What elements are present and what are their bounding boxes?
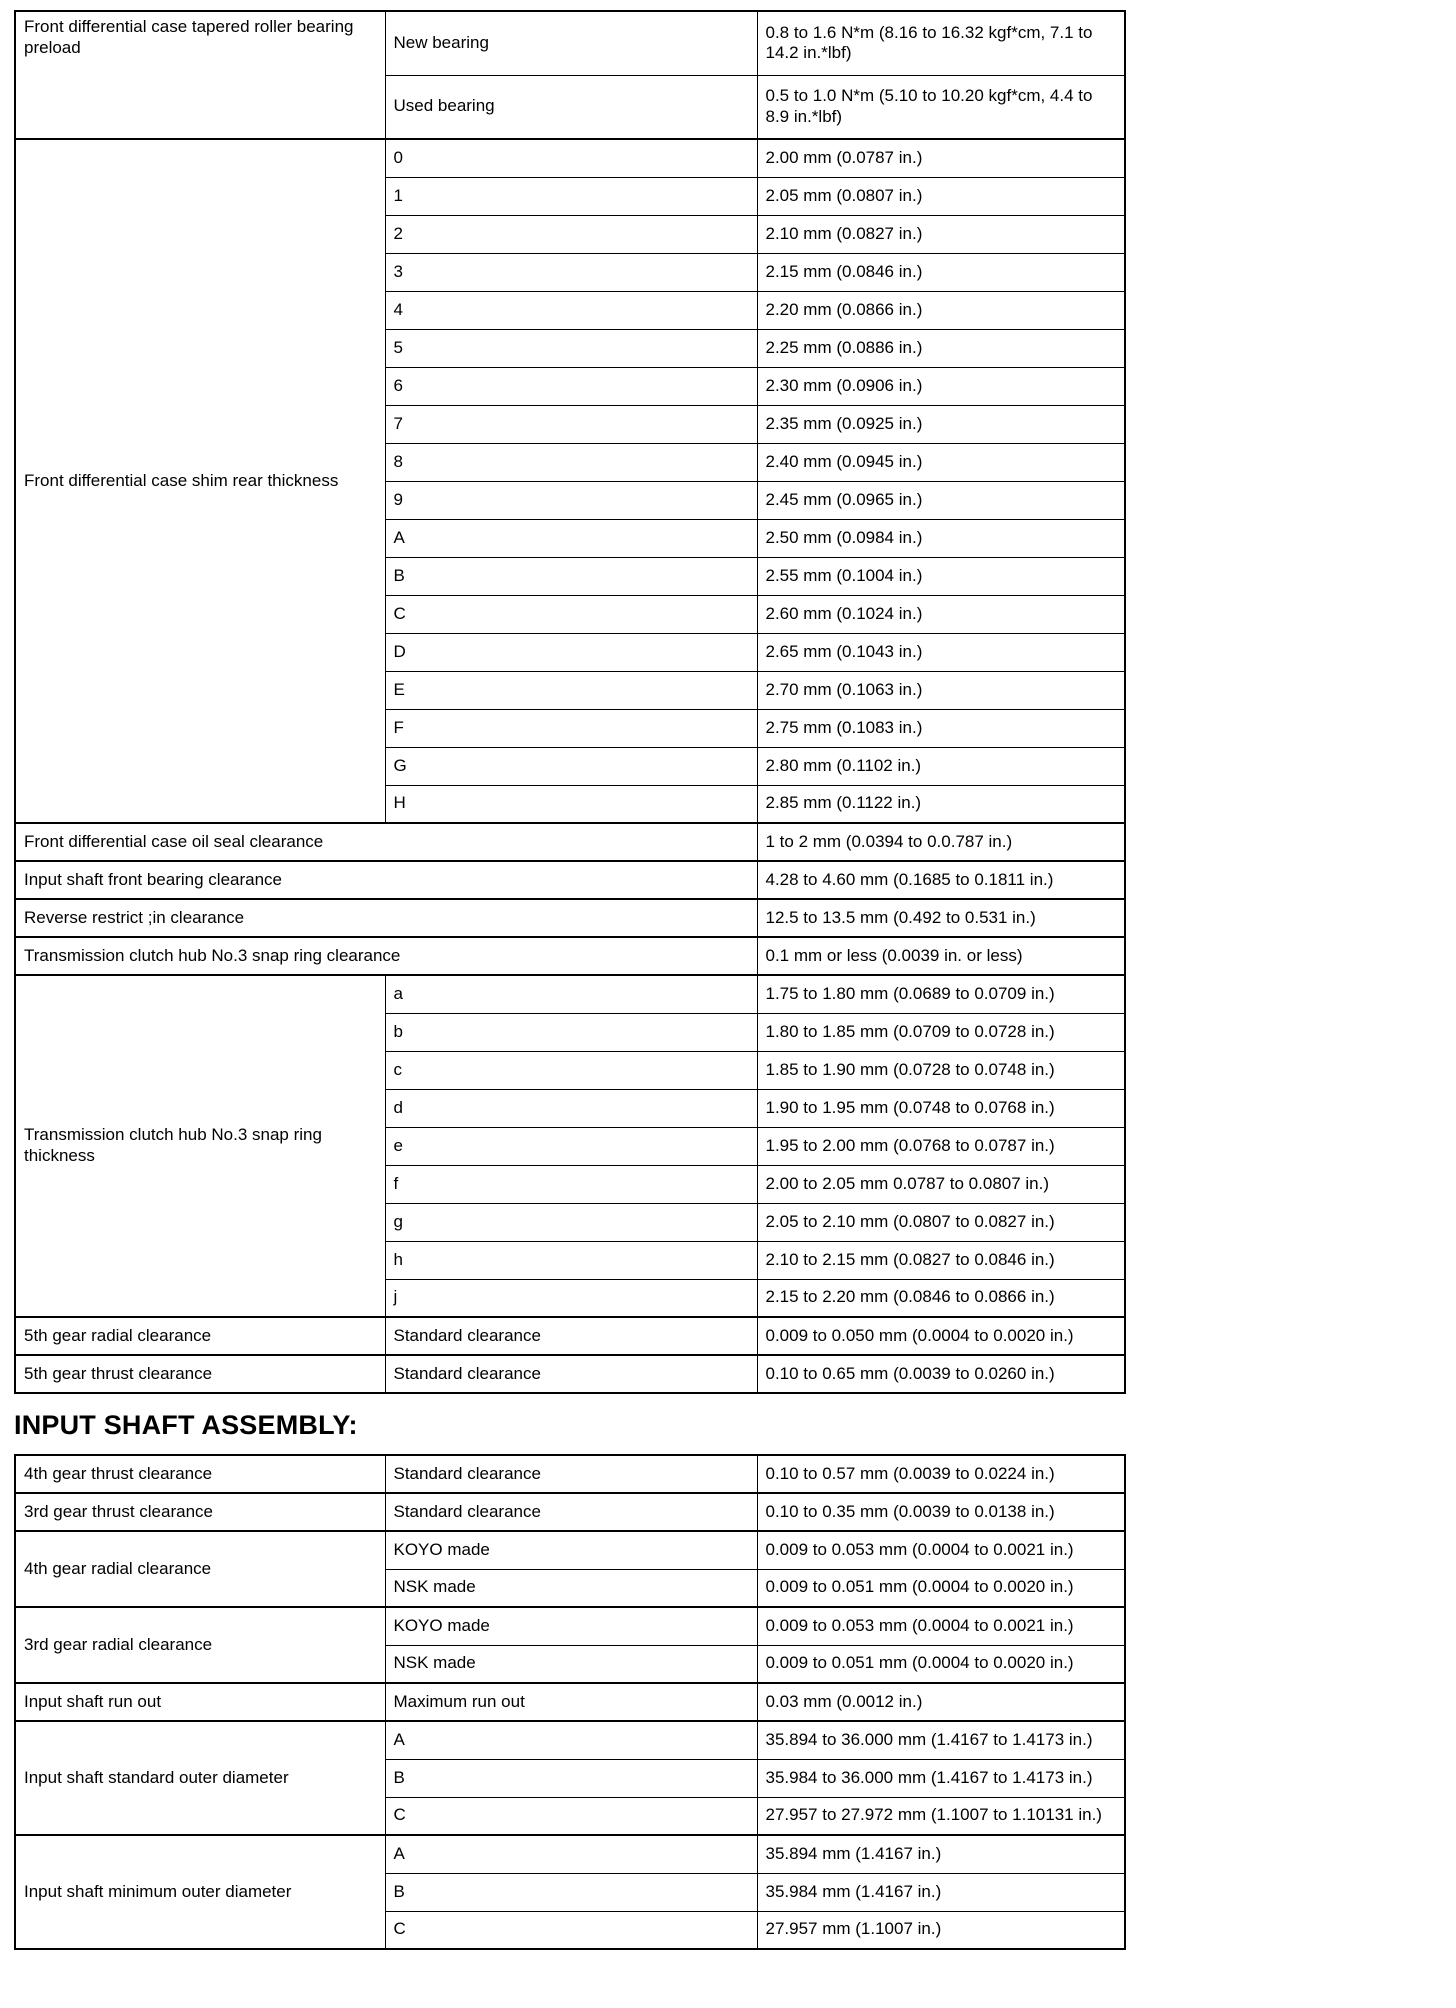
spec-value: 0.009 to 0.050 mm (0.0004 to 0.0020 in.) xyxy=(757,1317,1125,1355)
spec-variant-label: H xyxy=(385,785,757,823)
spec-item-label: 5th gear thrust clearance xyxy=(15,1355,385,1393)
spec-variant-label: NSK made xyxy=(385,1645,757,1683)
spec-table-input-shaft-body xyxy=(15,1455,1125,1949)
spec-variant-label: 3 xyxy=(385,253,757,291)
spec-value: 1.75 to 1.80 mm (0.0689 to 0.0709 in.) xyxy=(757,975,1125,1013)
spec-row xyxy=(15,861,1125,899)
spec-variant-label: Standard clearance xyxy=(385,1455,757,1493)
spec-row xyxy=(15,1531,1125,1569)
spec-item-label: Input shaft minimum outer diameter xyxy=(15,1835,385,1949)
spec-value: 2.40 mm (0.0945 in.) xyxy=(757,443,1125,481)
spec-value: 0.10 to 0.35 mm (0.0039 to 0.0138 in.) xyxy=(757,1493,1125,1531)
spec-value: 27.957 to 27.972 mm (1.1007 to 1.10131 in.) xyxy=(757,1797,1125,1835)
spec-value: 2.00 to 2.05 mm 0.0787 to 0.0807 in.) xyxy=(757,1165,1125,1203)
spec-value: 2.15 mm (0.0846 in.) xyxy=(757,253,1125,291)
spec-row xyxy=(15,1455,1125,1493)
spec-variant-label: 0 xyxy=(385,139,757,177)
spec-row xyxy=(15,1607,1125,1645)
spec-value: 2.10 mm (0.0827 in.) xyxy=(757,215,1125,253)
spec-value: 2.10 to 2.15 mm (0.0827 to 0.0846 in.) xyxy=(757,1241,1125,1279)
spec-row xyxy=(15,823,1125,861)
spec-value: 1 to 2 mm (0.0394 to 0.0.787 in.) xyxy=(757,823,1125,861)
spec-variant-label: KOYO made xyxy=(385,1607,757,1645)
spec-row xyxy=(15,1683,1125,1721)
spec-variant-label: Maximum run out xyxy=(385,1683,757,1721)
spec-row xyxy=(15,1721,1125,1759)
spec-item-label: Front differential case tapered roller bearing preload xyxy=(15,11,385,139)
spec-variant-label: Used bearing xyxy=(385,75,757,139)
spec-value: 2.35 mm (0.0925 in.) xyxy=(757,405,1125,443)
spec-row xyxy=(15,11,1125,75)
spec-value: 0.10 to 0.65 mm (0.0039 to 0.0260 in.) xyxy=(757,1355,1125,1393)
spec-value: 2.15 to 2.20 mm (0.0846 to 0.0866 in.) xyxy=(757,1279,1125,1317)
spec-variant-label: B xyxy=(385,1759,757,1797)
spec-value: 2.65 mm (0.1043 in.) xyxy=(757,633,1125,671)
spec-value: 1.85 to 1.90 mm (0.0728 to 0.0748 in.) xyxy=(757,1051,1125,1089)
spec-value: 35.894 to 36.000 mm (1.4167 to 1.4173 in.) xyxy=(757,1721,1125,1759)
spec-value: 0.009 to 0.051 mm (0.0004 to 0.0020 in.) xyxy=(757,1645,1125,1683)
spec-variant-label: e xyxy=(385,1127,757,1165)
spec-variant-label: a xyxy=(385,975,757,1013)
spec-variant-label: h xyxy=(385,1241,757,1279)
spec-value: 0.8 to 1.6 N*m (8.16 to 16.32 kgf*cm, 7.1 to 14.2 in.*lbf) xyxy=(757,11,1125,75)
spec-row xyxy=(15,1493,1125,1531)
spec-variant-label: C xyxy=(385,1911,757,1949)
spec-value: 2.00 mm (0.0787 in.) xyxy=(757,139,1125,177)
spec-variant-label: 7 xyxy=(385,405,757,443)
spec-table-differential-body xyxy=(15,11,1125,1393)
spec-value: 35.984 to 36.000 mm (1.4167 to 1.4173 in.) xyxy=(757,1759,1125,1797)
spec-variant-label: c xyxy=(385,1051,757,1089)
spec-variant-label: F xyxy=(385,709,757,747)
spec-variant-label: B xyxy=(385,557,757,595)
spec-value: 2.30 mm (0.0906 in.) xyxy=(757,367,1125,405)
spec-row xyxy=(15,1355,1125,1393)
spec-item-label: 4th gear radial clearance xyxy=(15,1531,385,1607)
spec-value: 0.009 to 0.053 mm (0.0004 to 0.0021 in.) xyxy=(757,1531,1125,1569)
spec-variant-label: g xyxy=(385,1203,757,1241)
spec-item-label: 5th gear radial clearance xyxy=(15,1317,385,1355)
spec-variant-label: New bearing xyxy=(385,11,757,75)
spec-value: 35.894 mm (1.4167 in.) xyxy=(757,1835,1125,1873)
spec-value: 0.1 mm or less (0.0039 in. or less) xyxy=(757,937,1125,975)
spec-value: 0.009 to 0.051 mm (0.0004 to 0.0020 in.) xyxy=(757,1569,1125,1607)
spec-item-label: 3rd gear thrust clearance xyxy=(15,1493,385,1531)
spec-value: 27.957 mm (1.1007 in.) xyxy=(757,1911,1125,1949)
spec-variant-label: 1 xyxy=(385,177,757,215)
spec-row xyxy=(15,1317,1125,1355)
spec-value: 2.50 mm (0.0984 in.) xyxy=(757,519,1125,557)
spec-variant-label: D xyxy=(385,633,757,671)
spec-variant-label: A xyxy=(385,519,757,557)
spec-item-label: Input shaft standard outer diameter xyxy=(15,1721,385,1835)
spec-variant-label: G xyxy=(385,747,757,785)
spec-variant-label: j xyxy=(385,1279,757,1317)
spec-variant-label: B xyxy=(385,1873,757,1911)
spec-variant-label: 6 xyxy=(385,367,757,405)
spec-variant-label: KOYO made xyxy=(385,1531,757,1569)
spec-variant-label: 4 xyxy=(385,291,757,329)
spec-variant-label: 8 xyxy=(385,443,757,481)
spec-item-label: Reverse restrict ;in clearance xyxy=(15,899,757,937)
spec-item-label: Front differential case shim rear thickness xyxy=(15,139,385,823)
spec-value: 0.03 mm (0.0012 in.) xyxy=(757,1683,1125,1721)
spec-value: 12.5 to 13.5 mm (0.492 to 0.531 in.) xyxy=(757,899,1125,937)
spec-row xyxy=(15,975,1125,1013)
spec-value: 0.10 to 0.57 mm (0.0039 to 0.0224 in.) xyxy=(757,1455,1125,1493)
spec-item-label: Transmission clutch hub No.3 snap ring thickness xyxy=(15,975,385,1317)
spec-value: 2.60 mm (0.1024 in.) xyxy=(757,595,1125,633)
spec-value: 2.85 mm (0.1122 in.) xyxy=(757,785,1125,823)
spec-value: 1.80 to 1.85 mm (0.0709 to 0.0728 in.) xyxy=(757,1013,1125,1051)
spec-variant-label: C xyxy=(385,595,757,633)
spec-value: 2.70 mm (0.1063 in.) xyxy=(757,671,1125,709)
spec-variant-label: d xyxy=(385,1089,757,1127)
spec-item-label: Input shaft run out xyxy=(15,1683,385,1721)
spec-variant-label: f xyxy=(385,1165,757,1203)
spec-value: 35.984 mm (1.4167 in.) xyxy=(757,1873,1125,1911)
spec-value: 2.25 mm (0.0886 in.) xyxy=(757,329,1125,367)
spec-variant-label: 5 xyxy=(385,329,757,367)
spec-value: 0.009 to 0.053 mm (0.0004 to 0.0021 in.) xyxy=(757,1607,1125,1645)
spec-variant-label: Standard clearance xyxy=(385,1355,757,1393)
spec-value: 4.28 to 4.60 mm (0.1685 to 0.1811 in.) xyxy=(757,861,1125,899)
spec-value: 1.90 to 1.95 mm (0.0748 to 0.0768 in.) xyxy=(757,1089,1125,1127)
spec-item-label: 4th gear thrust clearance xyxy=(15,1455,385,1493)
spec-variant-label: C xyxy=(385,1797,757,1835)
spec-row xyxy=(15,937,1125,975)
spec-value: 0.5 to 1.0 N*m (5.10 to 10.20 kgf*cm, 4.4 to 8.9 in.*lbf) xyxy=(757,75,1125,139)
spec-item-label: 3rd gear radial clearance xyxy=(15,1607,385,1683)
spec-value: 2.05 to 2.10 mm (0.0807 to 0.0827 in.) xyxy=(757,1203,1125,1241)
spec-value: 2.20 mm (0.0866 in.) xyxy=(757,291,1125,329)
input-shaft-assembly-heading: INPUT SHAFT ASSEMBLY: xyxy=(14,1410,358,1440)
spec-variant-label: E xyxy=(385,671,757,709)
spec-variant-label: Standard clearance xyxy=(385,1493,757,1531)
spec-variant-label: A xyxy=(385,1721,757,1759)
spec-table-differential xyxy=(14,10,1126,1394)
spec-variant-label: 9 xyxy=(385,481,757,519)
spec-variant-label: Standard clearance xyxy=(385,1317,757,1355)
spec-item-label: Transmission clutch hub No.3 snap ring clearance xyxy=(15,937,757,975)
spec-variant-label: A xyxy=(385,1835,757,1873)
spec-value: 2.05 mm (0.0807 in.) xyxy=(757,177,1125,215)
spec-variant-label: b xyxy=(385,1013,757,1051)
spec-variant-label: 2 xyxy=(385,215,757,253)
spec-value: 2.75 mm (0.1083 in.) xyxy=(757,709,1125,747)
spec-item-label: Input shaft front bearing clearance xyxy=(15,861,757,899)
spec-value: 2.80 mm (0.1102 in.) xyxy=(757,747,1125,785)
spec-variant-label: NSK made xyxy=(385,1569,757,1607)
spec-value: 2.55 mm (0.1004 in.) xyxy=(757,557,1125,595)
spec-row xyxy=(15,899,1125,937)
spec-value: 1.95 to 2.00 mm (0.0768 to 0.0787 in.) xyxy=(757,1127,1125,1165)
spec-item-label: Front differential case oil seal clearance xyxy=(15,823,757,861)
spec-table-input-shaft xyxy=(14,1454,1126,1950)
spec-row xyxy=(15,139,1125,177)
spec-value: 2.45 mm (0.0965 in.) xyxy=(757,481,1125,519)
spec-row xyxy=(15,1835,1125,1873)
